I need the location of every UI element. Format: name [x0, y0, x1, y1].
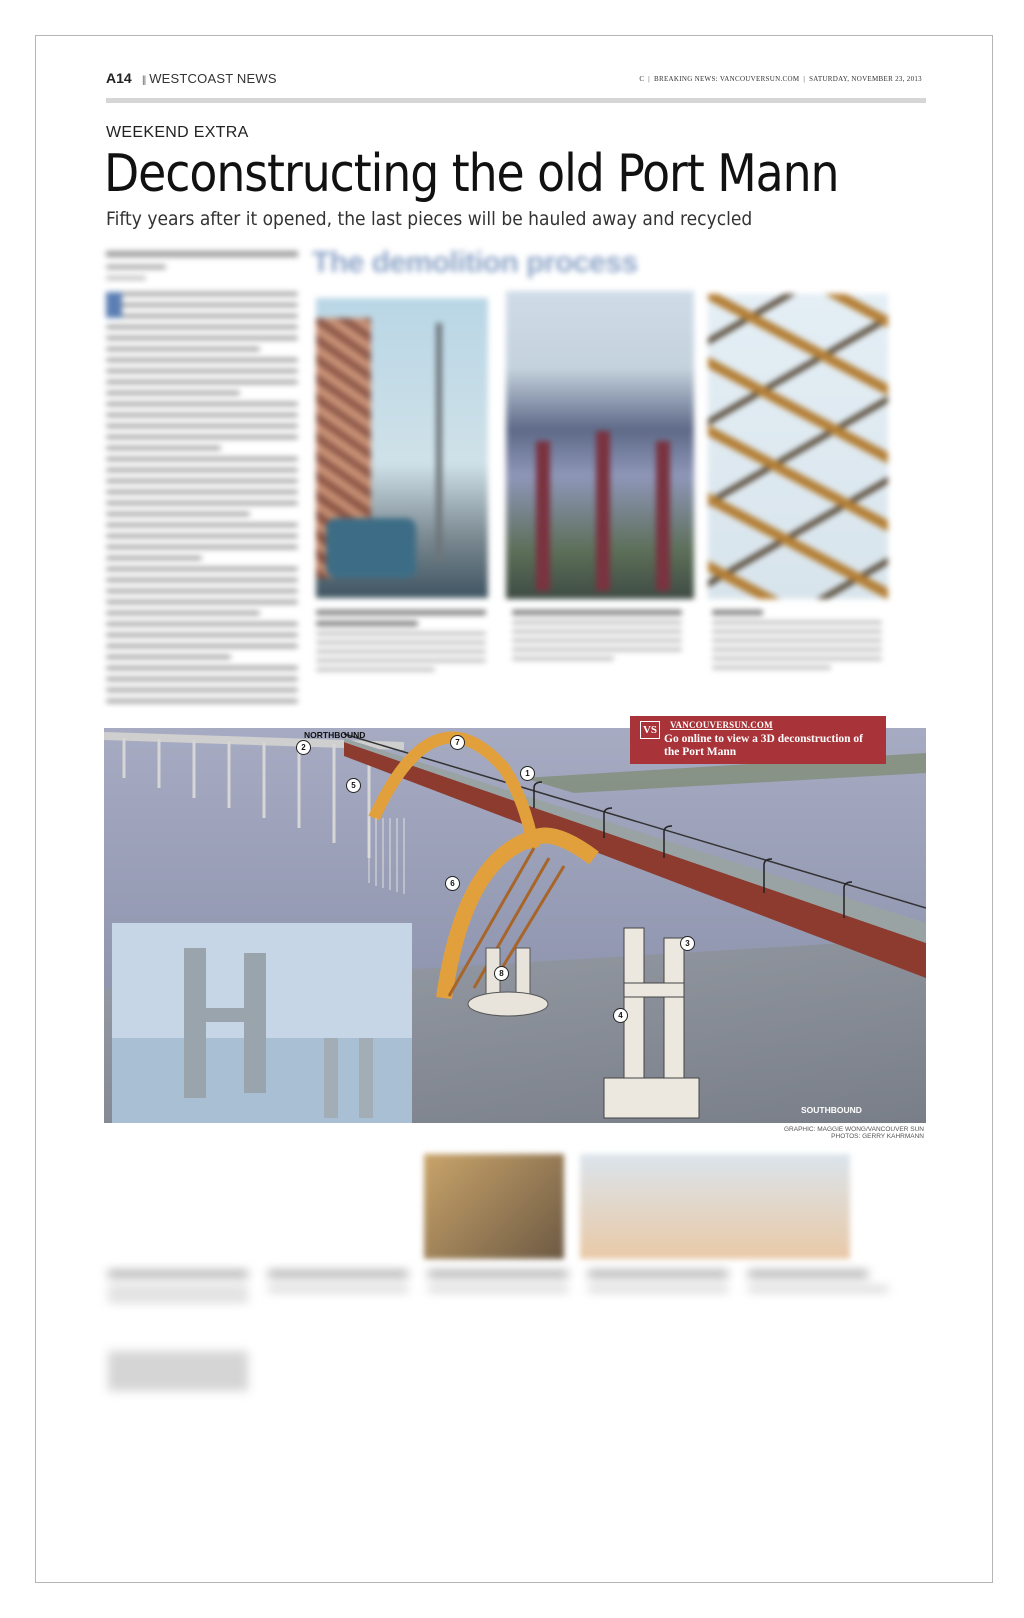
bottom-captions: [108, 1271, 908, 1391]
article-kicker: WEEKEND EXTRA: [106, 124, 249, 141]
issue-date: SATURDAY, NOVEMBER 23, 2013: [809, 75, 922, 83]
online-promo-box[interactable]: [630, 716, 886, 764]
edition-letter: C: [639, 75, 645, 83]
callout-2: 2: [296, 740, 311, 755]
photo-road-barriers: [316, 298, 488, 598]
promo-message: Go online to view a 3D deconstruction of the Port Mann: [664, 733, 864, 758]
callout-7: 7: [450, 735, 465, 750]
bridge-diagram-svg: [104, 708, 926, 1123]
photo-girders: [708, 294, 888, 599]
caption-1: [316, 604, 486, 677]
article-headline: Deconstructing the old Port Mann: [104, 144, 839, 204]
dateline: C | BREAKING NEWS: VANCOUVERSUN.COM | SATURDAY, NOVEMBER 23, 2013: [639, 75, 922, 83]
photo-asphalt-concrete: [506, 291, 694, 599]
page-number: A14: [106, 70, 132, 86]
credit-photos: PHOTOS: GERRY KAHRMANN: [831, 1133, 924, 1140]
promo-site-link[interactable]: VANCOUVERSUN.COM: [670, 720, 773, 730]
masthead: [106, 70, 926, 100]
vancouver-sun-logo: VS: [640, 721, 660, 739]
label-northbound: NORTHBOUND: [304, 730, 366, 740]
callout-6: 6: [445, 876, 460, 891]
article-deck: Fifty years after it opened, the last pieces will be hauled away and recycled: [106, 208, 753, 230]
caption-2: [512, 604, 682, 666]
callout-8: 8: [494, 966, 509, 981]
section-name: || WESTCOAST NEWS: [142, 71, 277, 86]
label-southbound: SOUTHBOUND: [801, 1105, 862, 1115]
body-text-column: [106, 251, 298, 711]
masthead-rule: [106, 98, 926, 103]
demolition-process-title: The demolition process: [312, 246, 638, 279]
callout-3: 3: [680, 936, 695, 951]
callout-1: 1: [520, 766, 535, 781]
breaking-news-line: BREAKING NEWS: VANCOUVERSUN.COM: [654, 75, 800, 83]
caption-3: [712, 604, 882, 675]
graphic-credit: [784, 1126, 924, 1140]
credit-graphic: GRAPHIC: MAGGIE WONG/VANCOUVER SUN: [783, 1126, 924, 1133]
bottom-photo-row: [424, 1154, 904, 1259]
callout-4: 4: [613, 1008, 628, 1023]
newspaper-page: [35, 35, 993, 1583]
pier-photo-inset: [112, 923, 412, 1123]
callout-5: 5: [346, 778, 361, 793]
bridge-diagram: [104, 708, 926, 1123]
